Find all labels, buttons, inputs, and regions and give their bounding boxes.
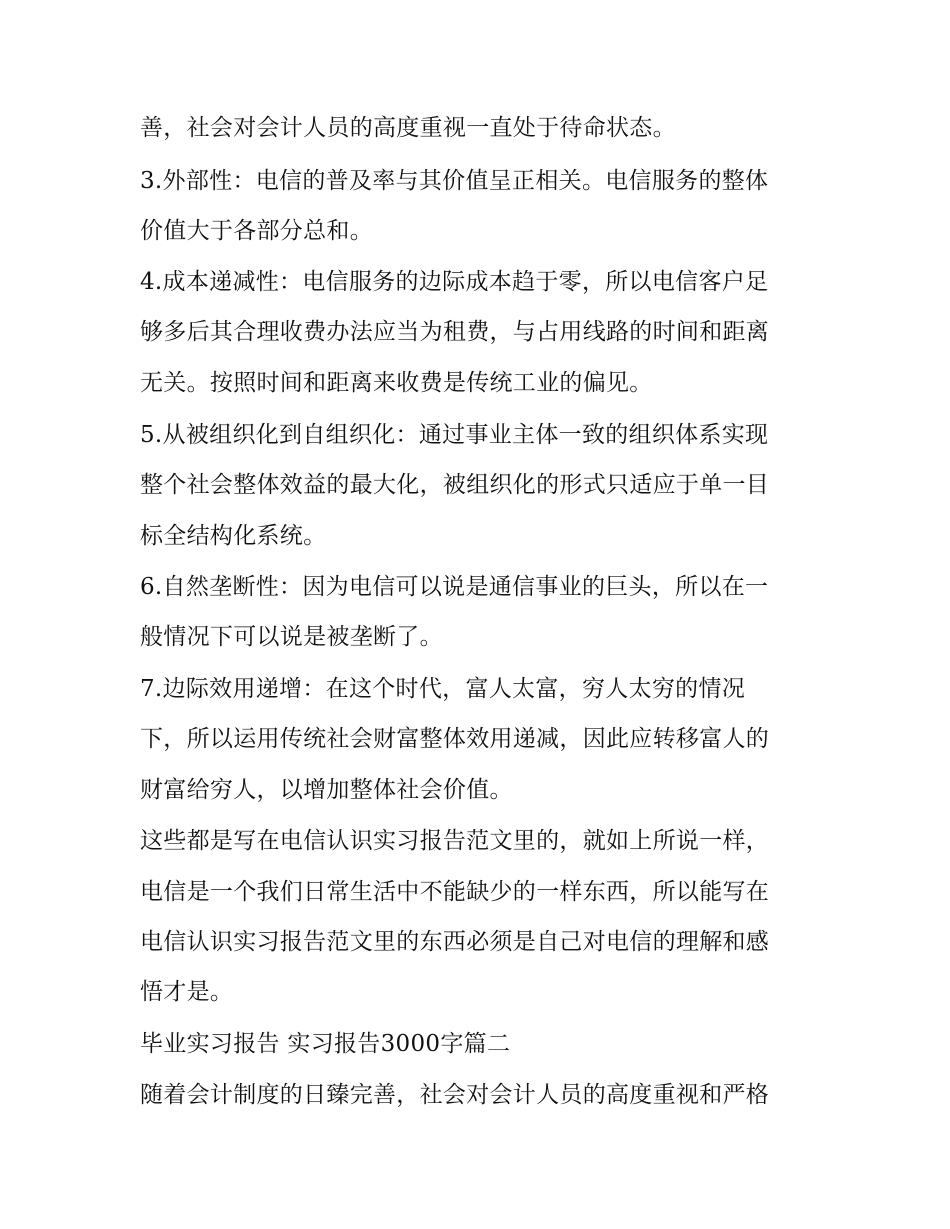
text-line: 7.边际效用递增：在这个时代，富人太富，穷人太穷的情况: [140, 676, 746, 702]
text-line: 5.从被组织化到自组织化：通过事业主体一致的组织体系实现: [140, 422, 769, 448]
text-line: 整个社会整体效益的最大化，被组织化的形式只适应于单一目: [140, 472, 770, 498]
text-line: 6.自然垄断性：因为电信可以说是通信事业的巨头，所以在一: [140, 574, 769, 600]
text-line: 电信是一个我们日常生活中不能缺少的一样东西，所以能写在: [140, 879, 770, 905]
text-line: 悟才是。: [140, 979, 234, 1005]
section-heading: 毕业实习报告 实习报告3000字篇二: [140, 1031, 511, 1057]
text-line: 电信认识实习报告范文里的东西必须是自己对电信的理解和感: [140, 929, 770, 955]
text-line: 般情况下可以说是被垄断了。: [140, 624, 443, 650]
text-line: 价值大于各部分总和。: [140, 218, 373, 244]
text-line: 善，社会对会计人员的高度重视一直处于待命状态。: [140, 115, 676, 141]
text-line: 无关。按照时间和距离来收费是传统工业的偏见。: [140, 370, 653, 396]
text-line: 这些都是写在电信认识实习报告范文里的，就如上所说一样，: [140, 828, 770, 854]
text-line: 随着会计制度的日臻完善，社会对会计人员的高度重视和严格: [140, 1082, 770, 1108]
text-line: 3.外部性：电信的普及率与其价值呈正相关。电信服务的整体: [140, 168, 769, 194]
text-line: 够多后其合理收费办法应当为租费，与占用线路的时间和距离: [140, 319, 770, 345]
text-line: 下，所以运用传统社会财富整体效用递减，因此应转移富人的: [140, 726, 770, 752]
text-line: 标全结构化系统。: [140, 523, 327, 549]
text-line: 4.成本递减性：电信服务的边际成本趋于零，所以电信客户足: [140, 269, 769, 295]
text-line: 财富给穷人，以增加整体社会价值。: [140, 777, 513, 803]
